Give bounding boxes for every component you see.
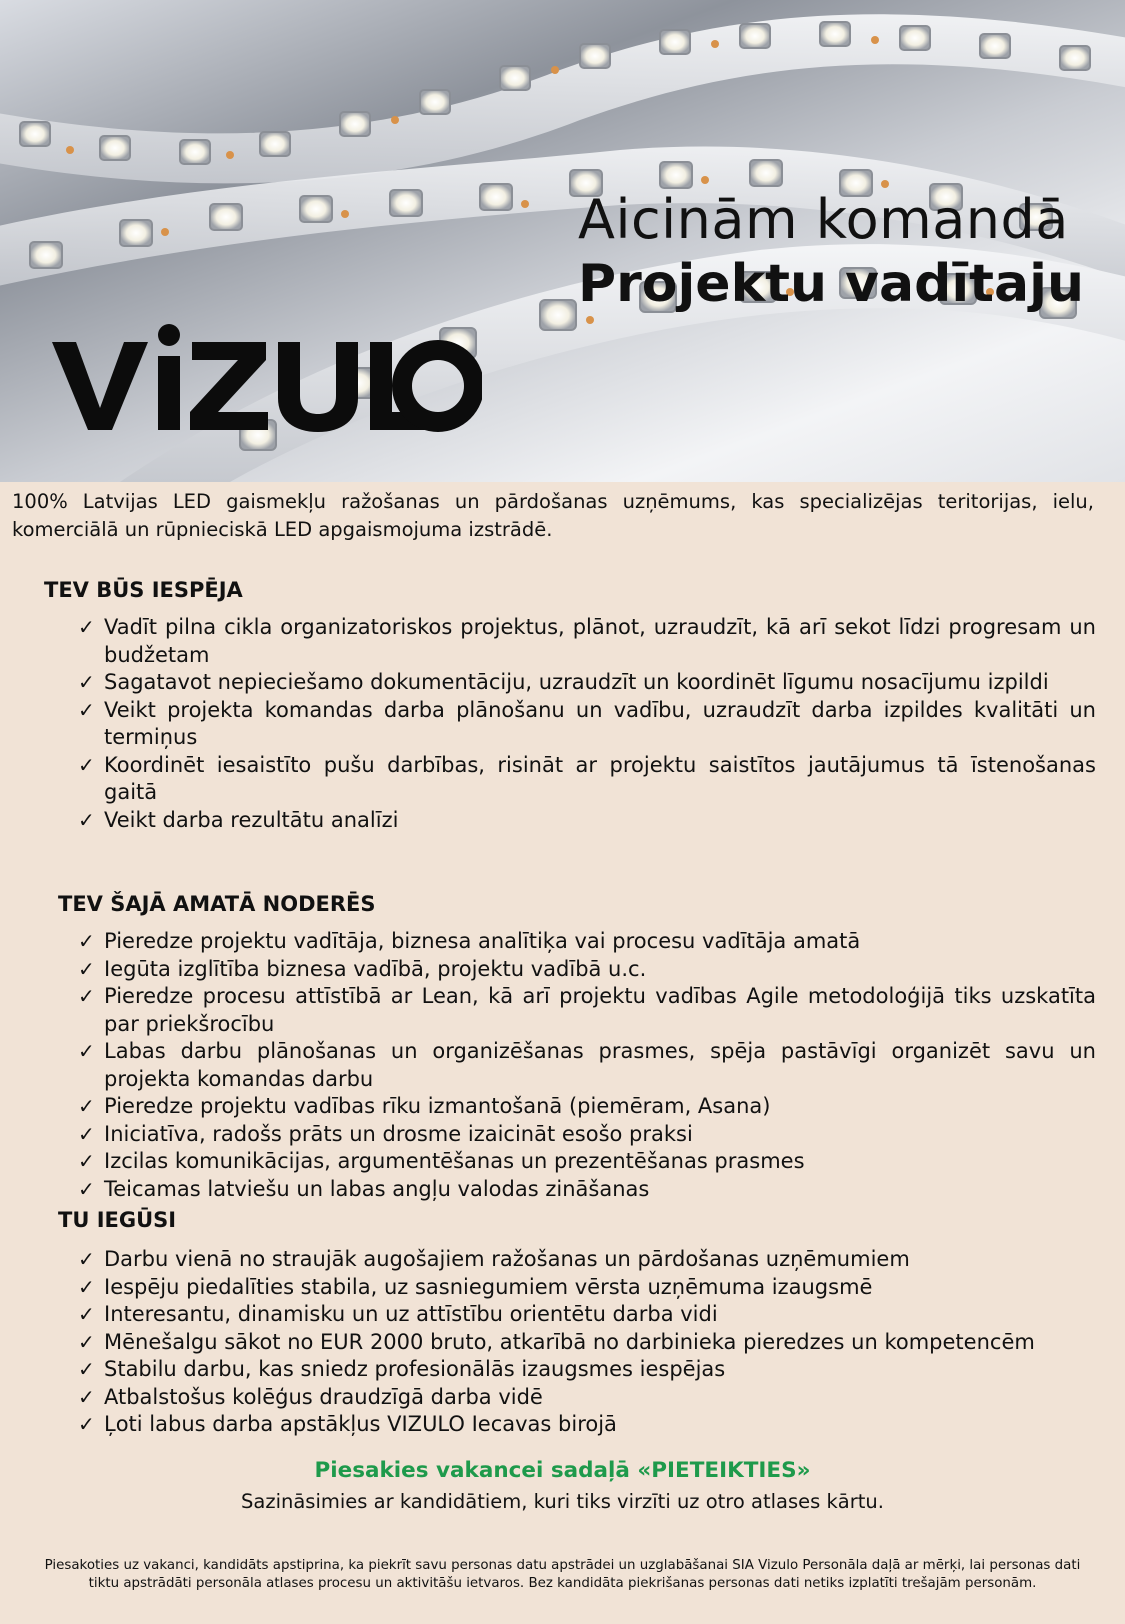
- list-item: ✓ Pieredze procesu attīstībā ar Lean, kā arī projektu vadības Agile metodoloģijā tiks uzskatīta par priekšrocību: [78, 984, 1096, 1036]
- list-item: ✓ Mēnešalgu sākot no EUR 2000 bruto, atkarībā no darbinieka pieredzes un kompetencēm: [78, 1329, 1096, 1357]
- check-icon: ✓: [78, 1247, 95, 1271]
- list-item: ✓ Pieredze projektu vadītāja, biznesa analītiķa vai procesu vadītāja amatā: [78, 928, 1096, 956]
- privacy-disclaimer: Piesakoties uz vakanci, kandidāts apstiprina, ka piekrīt savu personas datu apstrādei un uzglabāšanai SIA Vizulo Personāla daļā ar mērķi, lai personas dati tiktu apstrādāti personāla atlases procesu un aktivitāšu ietvaros. Bez kandidāta piekrišanas personas dati netiks izplatīti trešajām personām.: [44, 1558, 1081, 1591]
- check-icon: ✓: [78, 984, 95, 1008]
- check-icon: ✓: [78, 1384, 95, 1409]
- check-icon: ✓: [78, 1274, 95, 1299]
- list-item: ✓ Vadīt pilna cikla organizatoriskos projektus, plānot, uzraudzīt, kā arī sekot līdzi progresam un budžetam: [78, 615, 1096, 667]
- requirements-list: [78, 928, 1096, 1203]
- list-item: ✓ Darbu vienā no straujāk augošajiem ražošanas un pārdošanas uzņēmumiem: [78, 1246, 1096, 1274]
- list-item: ✓ Sagatavot nepieciešamo dokumentāciju, uzraudzīt un koordinēt līgumu nosacījumu izpildi: [78, 669, 1096, 697]
- check-icon: ✓: [78, 1412, 95, 1436]
- section-title-opportunities: TEV BŪS IESPĒJA: [44, 578, 243, 602]
- check-icon: ✓: [78, 1149, 95, 1173]
- list-item: ✓ Iespēju piedalīties stabila, uz sasniegumiem vērsta uzņēmuma izaugsmē: [78, 1274, 1096, 1302]
- vizulo-logo: [52, 322, 482, 452]
- hero-title: [578, 188, 1118, 315]
- list-item: ✓ Izcilas komunikācijas, argumentēšanas un prezentēšanas prasmes: [78, 1148, 1096, 1176]
- list-item: ✓ Atbalstošus kolēģus draudzīgā darba vidē: [78, 1384, 1096, 1412]
- list-item: ✓ Koordinēt iesaistīto pušu darbības, risināt ar projektu saistītos jautājumus tā īstenošanas gaitā: [78, 752, 1096, 804]
- contact-note: Sazināsimies ar kandidātiem, kuri tiks virzīti uz otro atlases kārtu.: [241, 1490, 884, 1513]
- check-icon: ✓: [78, 1329, 95, 1354]
- list-item: ✓ Iniciatīva, radošs prāts un drosme izaicināt esošo praksi: [78, 1121, 1096, 1149]
- list-item: ✓ Iegūta izglītība biznesa vadībā, projektu vadībā u.c.: [78, 956, 1096, 984]
- check-icon: ✓: [78, 1176, 95, 1201]
- company-intro: 100% Latvijas LED gaismekļu ražošanas un pārdošanas uzņēmums, kas specializējas teritorijas, ielu, komerciālā un rūpnieciskā LED apgaismojuma izstrādē.: [12, 490, 1094, 541]
- check-icon: ✓: [78, 615, 95, 639]
- hero-banner: [0, 0, 1125, 482]
- vizulo-logo-mark: [52, 322, 482, 434]
- hero-title-line2: Projektu vadītaju: [578, 253, 1084, 314]
- list-item: ✓ Stabilu darbu, kas sniedz profesionālās izaugsmes iespējas: [78, 1356, 1096, 1384]
- check-icon: ✓: [78, 1357, 95, 1381]
- list-item: ✓ Labas darbu plānošanas un organizēšanas prasmes, spēja pastāvīgi organizēt savu un projekta komandas darbu: [78, 1039, 1096, 1091]
- check-icon: ✓: [78, 1302, 95, 1326]
- section-title-requirements: TEV ŠAJĀ AMATĀ NODERĒS: [58, 892, 376, 916]
- check-icon: ✓: [78, 697, 95, 722]
- check-icon: ✓: [78, 1121, 95, 1146]
- list-item: ✓ Veikt darba rezultātu analīzi: [78, 807, 1096, 835]
- benefits-list: [78, 1246, 1096, 1439]
- opportunities-list: [78, 614, 1096, 834]
- apply-call-to-action: Piesakies vakancei sadaļā «PIETEIKTIES»: [314, 1458, 811, 1483]
- list-item: ✓ Interesantu, dinamisku un uz attīstību orientētu darba vidi: [78, 1301, 1096, 1329]
- list-item: ✓ Teicamas latviešu un labas angļu valodas zināšanas: [78, 1176, 1096, 1204]
- check-icon: ✓: [78, 1039, 95, 1063]
- check-icon: ✓: [78, 956, 95, 981]
- check-icon: ✓: [78, 752, 95, 777]
- section-title-benefits: TU IEGŪSI: [58, 1208, 177, 1232]
- hero-title-line1: Aicinām komandā: [578, 188, 1069, 251]
- check-icon: ✓: [78, 807, 95, 832]
- check-icon: ✓: [78, 929, 95, 953]
- check-icon: ✓: [78, 1094, 95, 1118]
- list-item: ✓ Pieredze projektu vadības rīku izmantošanā (piemēram, Asana): [78, 1093, 1096, 1121]
- list-item: ✓ Ļoti labus darba apstākļus VIZULO Iecavas birojā: [78, 1411, 1096, 1439]
- list-item: ✓ Veikt projekta komandas darba plānošanu un vadību, uzraudzīt darba izpildes kvalitāti un termiņus: [78, 697, 1096, 749]
- check-icon: ✓: [78, 670, 95, 694]
